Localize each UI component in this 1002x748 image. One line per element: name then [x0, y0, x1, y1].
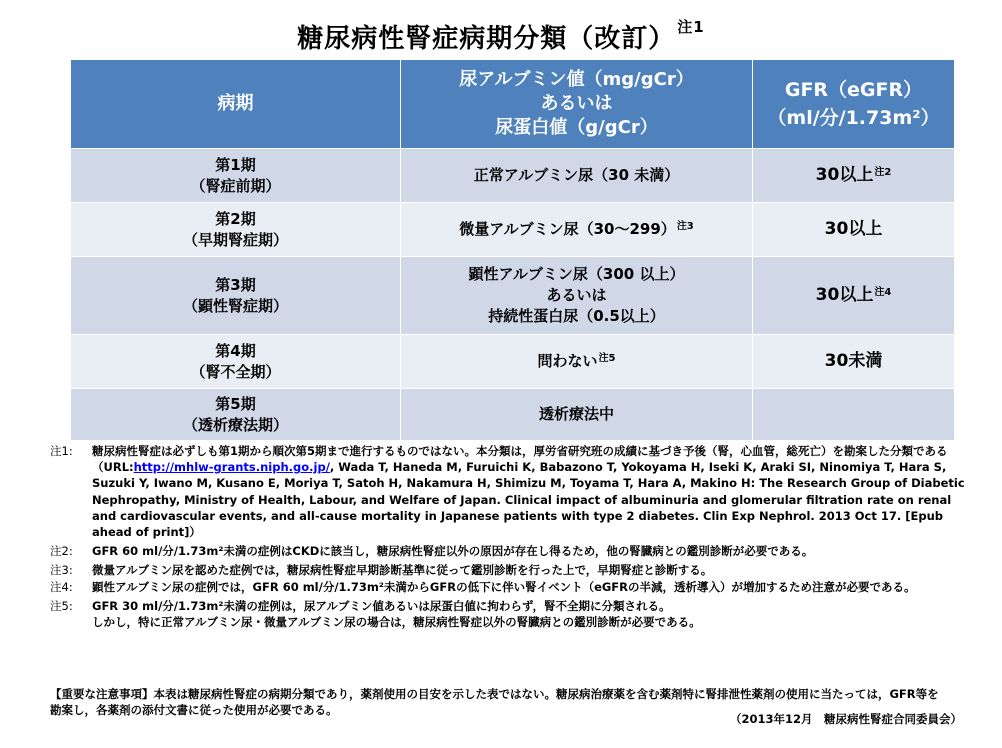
footer-credit: （2013年12月 糖尿病性腎症合同委員会） — [729, 712, 962, 726]
stage-cell: 第4期 （腎不全期） — [71, 335, 401, 389]
albumin-cell: 正常アルブミン尿（30 未満） — [401, 149, 753, 203]
important-notice: 【重要な注意事項】本表は糖尿病性腎症の病期分類であり，薬剤使用の目安を示した表ではない。糖尿病治療薬を含む薬剤特に腎排泄性薬剤の使用に当たっては，GFR等を勘案し，各薬剤の添付文書に従った使用が必要である。 — [50, 687, 939, 717]
header-stage: 病期 — [71, 60, 401, 149]
table-row — [71, 257, 955, 335]
table-row — [71, 149, 955, 203]
gfr-cell: 30未満 — [753, 335, 955, 389]
stage-cell: 第5期 （透析療法期） — [71, 389, 401, 441]
note-5: 注5: GFR 30 ml/分/1.73m²未満の症例は，尿アルブミン値あるいは尿蛋白値に拘わらず，腎不全期に分類される。 しかし，特に正常アルブミン尿・微量アルブミン尿の場合は，糖尿病性腎症以外の腎臓病との鑑別診断が必要である。 — [50, 598, 701, 630]
page-title: 糖尿病性腎症病期分類（改訂） $^{注1}$ — [297, 18, 705, 54]
title-note: 注1 — [677, 18, 705, 36]
footnotes — [50, 443, 970, 630]
stage-table — [70, 59, 955, 441]
table-row — [71, 203, 955, 257]
note-2: 注2: GFR 60 ml/分/1.73m²未満の症例はCKDに該当し，糖尿病性腎症以外の原因が存在し得るため，他の腎臓病との鑑別診断が必要である。 — [50, 544, 814, 559]
albumin-cell: 透析療法中 — [401, 389, 753, 441]
gfr-cell: 30以上 — [753, 203, 955, 257]
note-3: 注3: 微量アルブミン尿を認めた症例では，糖尿病性腎症早期診断基準に従って鑑別診断を行った上で，早期腎症と診断する。 — [50, 563, 713, 578]
table-row — [71, 389, 955, 441]
table-row — [71, 335, 955, 389]
albumin-cell: 問わない$^{注5}$ — [401, 335, 753, 389]
gfr-cell — [753, 389, 955, 441]
stage-cell: 第1期 （腎症前期） — [71, 149, 401, 203]
note-4: 注4: 顕性アルブミン尿の症例では，GFR 60 ml/分/1.73m²未満からGFRの低下に伴い腎イベント（eGFRの半減，透析導入）が増加するため注意が必要である。 — [50, 579, 916, 594]
albumin-cell: 微量アルブミン尿（30～299）$^{注3}$ — [401, 203, 753, 257]
note-1: 注1: 糖尿病性腎症は必ずしも第1期から順次第5期まで進行するものではない。本分類は，厚労省研究班の成績に基づき予後（腎，心血管，総死亡）を勘案した分類である（URL:http://mhlw-grants.niph.go.jp/, Wada T, Haneda M, Furuichi K, Babazono T, Yokoyama H, Iseki K, Araki SI, Ninomiya T, Hara S, Suzuki Y, Iwano M, Kusano E, Moriya T, Satoh H, Nakamura H, Shimizu M, Toyama T, Hara A, Makino H: The Research Group of Diabetic Nephropathy, Ministry of Health, Labour, and Welfare of Japan. Clinical impact of albuminuria and glomerular filtration rate on renal and cardiovascular events, and all-cause mortality in Japanese patients with type 2 diabetes. Clin Exp Nephrol. 2013 Oct 17. [Epub ahead of print]） — [50, 444, 965, 540]
header-gfr: GFR（eGFR） （ml/分/1.73m²） — [753, 60, 955, 149]
albumin-cell: 顕性アルブミン尿（300 以上） あるいは 持続性蛋白尿（0.5以上） — [401, 257, 753, 335]
mhlw-link[interactable]: http://mhlw-grants.niph.go.jp/ — [133, 460, 330, 475]
stage-cell: 第2期 （早期腎症期） — [71, 203, 401, 257]
header-albumin: 尿アルブミン値（mg/gCr） あるいは 尿蛋白値（g/gCr） — [401, 60, 753, 149]
gfr-cell: 30以上$^{注2}$ — [753, 149, 955, 203]
table-header-row — [71, 60, 955, 149]
stage-cell: 第3期 （顕性腎症期） — [71, 257, 401, 335]
gfr-cell: 30以上$^{注4}$ — [753, 257, 955, 335]
